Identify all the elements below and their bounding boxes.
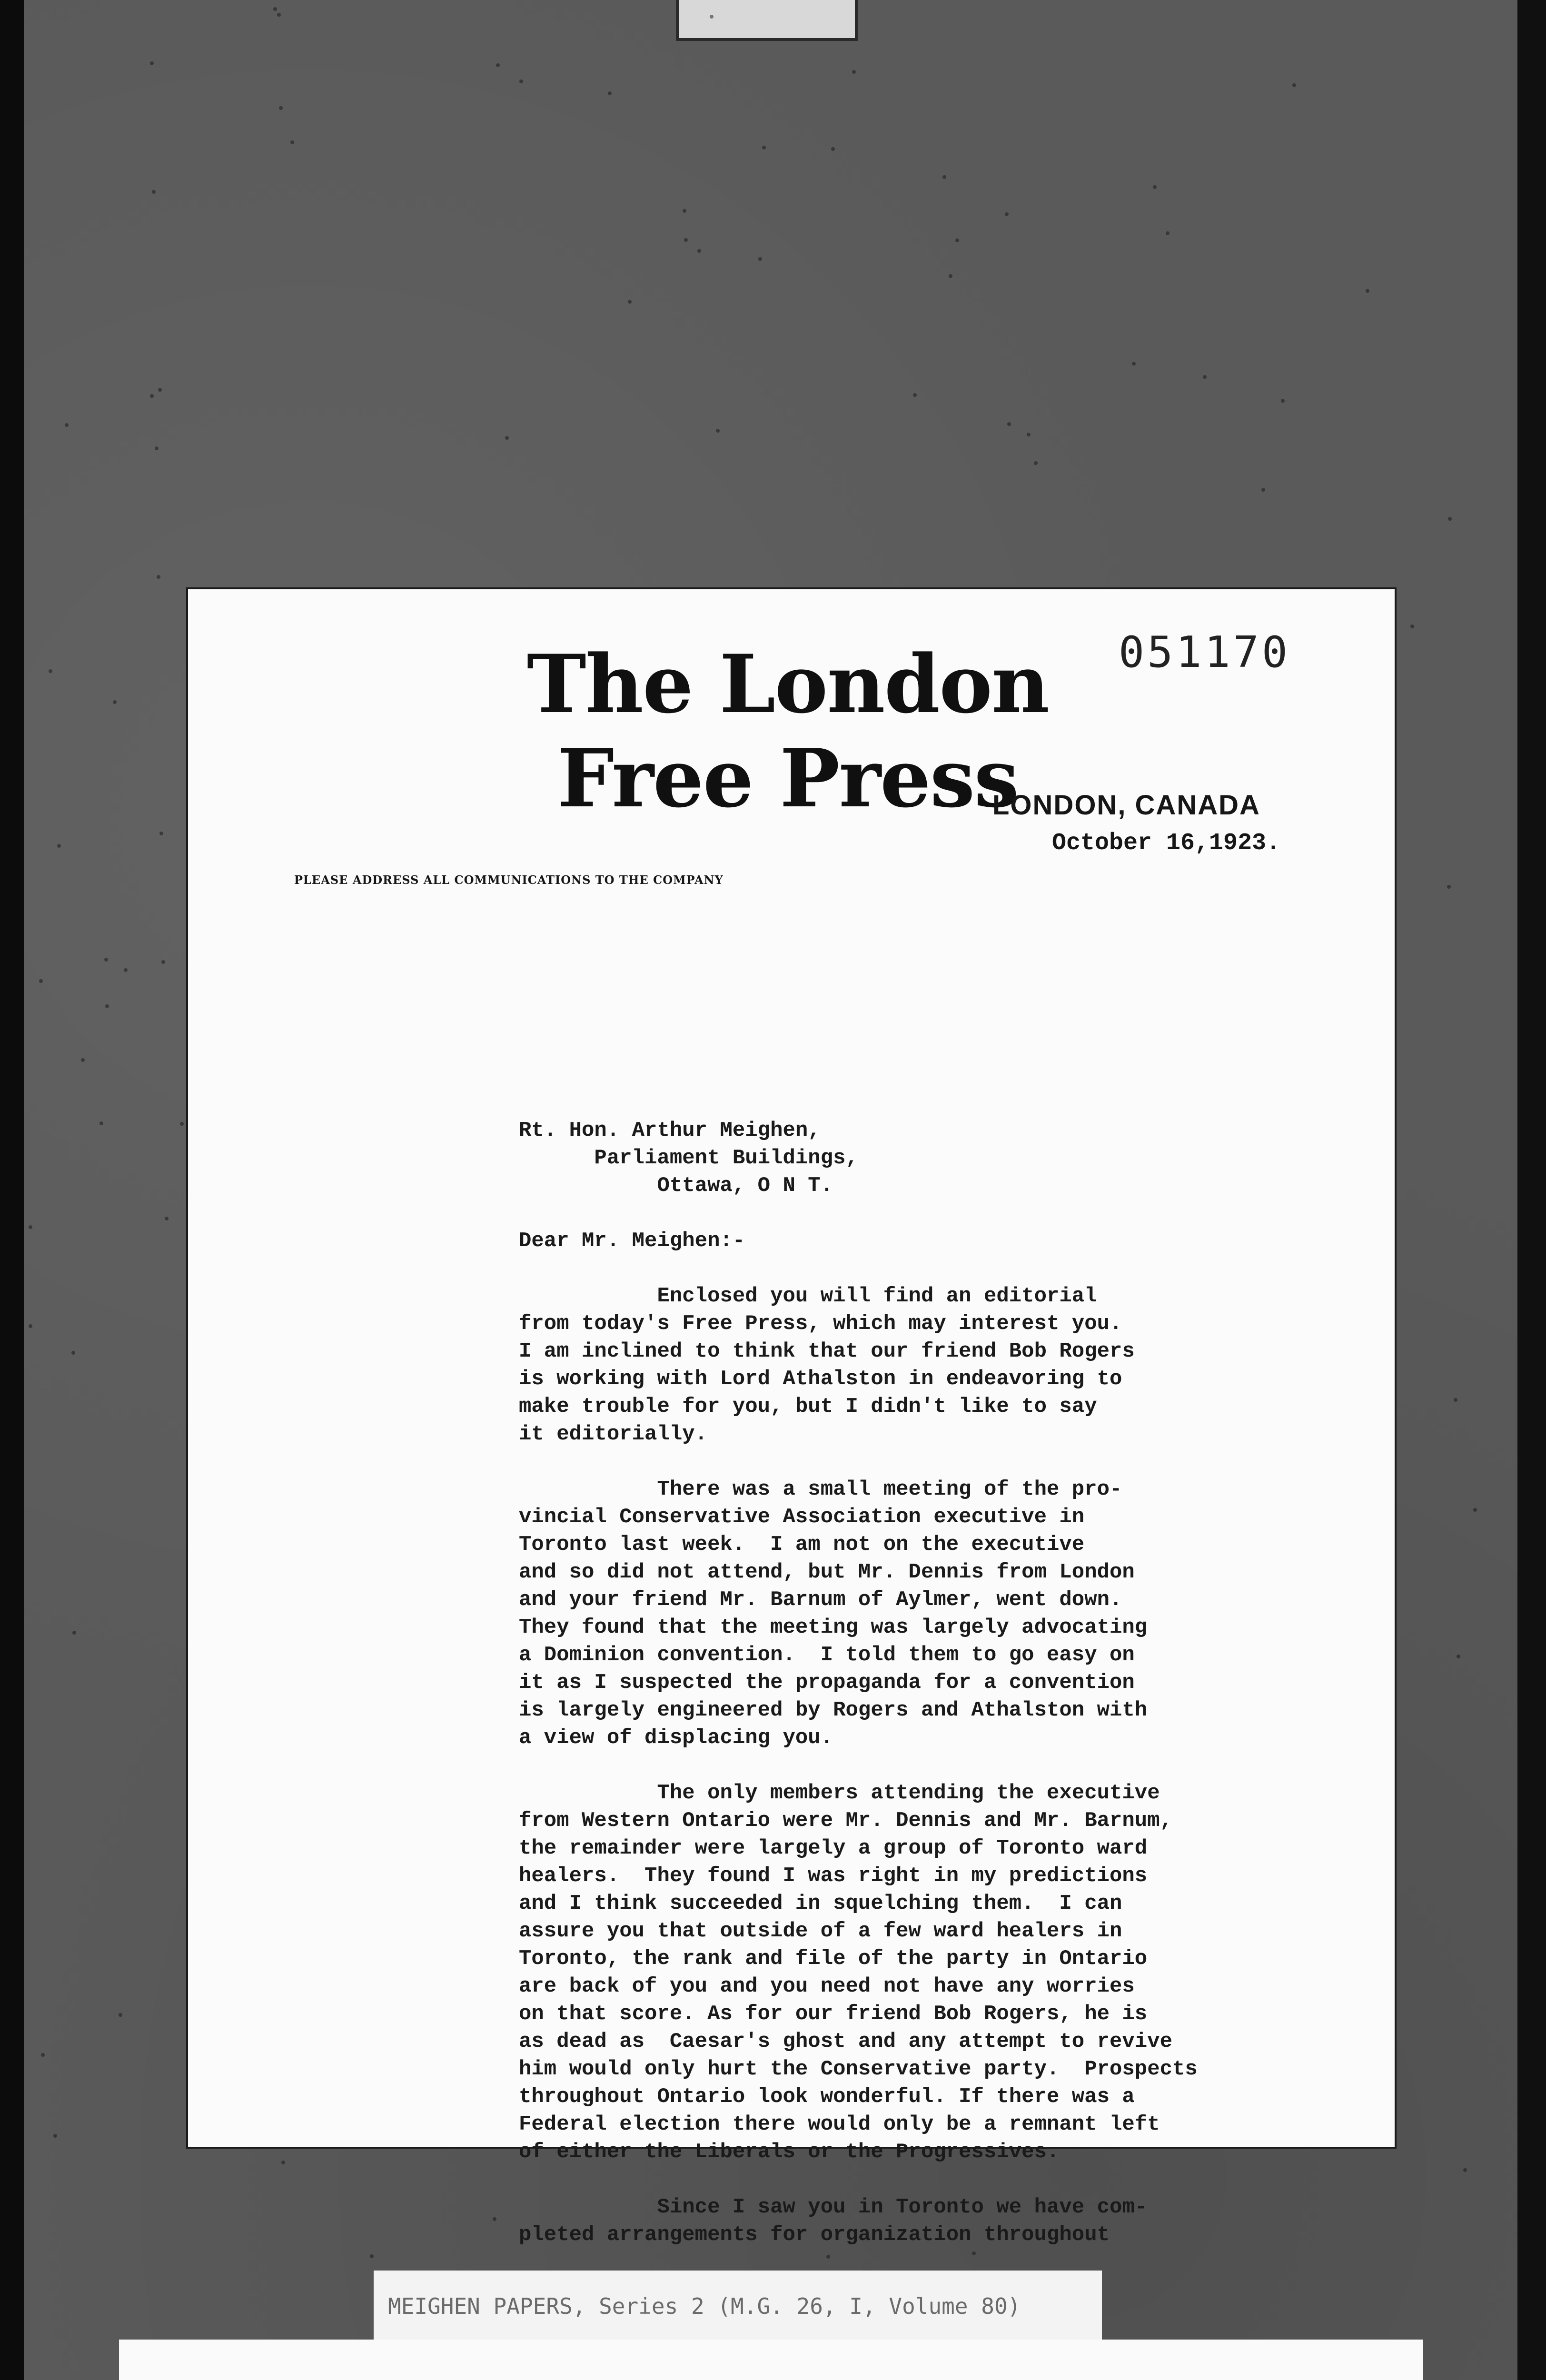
letter-line: and your friend Mr. Barnum of Aylmer, went down. [519, 1588, 1122, 1612]
film-grain-speck [1473, 1508, 1477, 1512]
film-grain-speck [104, 958, 108, 962]
letter-line: and I think succeeded in squelching them. I can [519, 1892, 1122, 1915]
letterhead-city: LONDON, CANADA [992, 790, 1260, 821]
film-grain-speck [826, 2255, 830, 2259]
letter-line: Rt. Hon. Arthur Meighen, [519, 1119, 821, 1142]
letter-line: is largely engineered by Rogers and Athalston with [519, 1698, 1148, 1722]
letter-line: of either the Liberals or the Progressives. [519, 2140, 1060, 2164]
letter-line: pleted arrangements for organization throughout [519, 2223, 1110, 2247]
letter-line: Since I saw you in Toronto we have com- [519, 2195, 1148, 2219]
film-grain-speck [710, 15, 714, 19]
film-grain-speck [152, 190, 156, 194]
address-note: PLEASE ADDRESS ALL COMMUNICATIONS TO THE COMPANY [294, 873, 723, 887]
film-grain-speck [1005, 212, 1009, 216]
letter-line: a view of displacing you. [519, 1726, 833, 1750]
film-grain-speck [29, 1225, 32, 1229]
letter-line: it editorially. [519, 1422, 708, 1446]
film-grain-speck [716, 429, 720, 433]
letter-line: are back of you and you need not have any worries [519, 1974, 1135, 1998]
film-grain-speck [1007, 422, 1011, 426]
film-grain-speck [1027, 433, 1031, 436]
letter-line: vincial Conservative Association executive in [519, 1505, 1085, 1529]
letter-line: healers. They found I was right in my predictions [519, 1864, 1148, 1888]
newspaper-masthead: The London Free Press [526, 637, 1049, 825]
letter-date: October 16,1923. [1052, 830, 1281, 857]
letter-line: assure you that outside of a few ward healers in [519, 1919, 1122, 1943]
letter-line: Federal election there would only be a remnant left [519, 2112, 1160, 2136]
letter-line: There was a small meeting of the pro- [519, 1478, 1122, 1501]
film-grain-speck [165, 1217, 168, 1220]
film-grain-speck [49, 669, 52, 673]
film-grain-speck [972, 2251, 976, 2255]
film-grain-speck [493, 2217, 496, 2221]
letter-line: him would only hurt the Conservative party. Prospects [519, 2057, 1198, 2081]
letter-line: I am inclined to think that our friend Bob Rogers [519, 1339, 1135, 1363]
letter-line: The only members attending the executive [519, 1781, 1160, 1805]
letter-line: Ottawa, O N T. [519, 1174, 833, 1198]
archive-label-card [119, 2340, 1423, 2380]
film-grain-speck [1447, 885, 1451, 889]
letter-line [519, 1200, 1352, 1227]
letter-line [519, 1752, 1352, 1779]
letter-line: the remainder were largely a group of Toronto ward [519, 1836, 1148, 1860]
letter-line: make trouble for you, but I didn't like to say [519, 1395, 1097, 1418]
letter-line: Toronto, the rank and file of the party in Ontario [519, 1947, 1148, 1971]
film-grain-speck [1203, 375, 1207, 379]
letter-line: Toronto last week. I am not on the executive [519, 1533, 1085, 1557]
film-grain-speck [65, 423, 69, 427]
letter-line: from Western Ontario were Mr. Dennis and Mr. Barnum, [519, 1809, 1173, 1833]
letter-line: as dead as Caesar's ghost and any attempt to revive [519, 2030, 1173, 2053]
film-grain-speck [158, 388, 162, 392]
right-film-edge [1517, 0, 1546, 2380]
film-grain-speck [273, 7, 277, 11]
letter-line [519, 1448, 1352, 1476]
letter-line [519, 2166, 1352, 2193]
film-grain-speck [57, 844, 61, 848]
film-grain-speck [1454, 1398, 1457, 1402]
letter-line: a Dominion convention. I told them to go easy on [519, 1643, 1135, 1667]
letter-line: throughout Ontario look wonderful. If there was a [519, 2085, 1135, 2109]
film-grain-speck [1463, 2168, 1467, 2172]
film-grain-speck [370, 2254, 374, 2258]
film-grain-speck [124, 968, 128, 972]
film-grain-speck [281, 2161, 285, 2164]
film-grain-speck [1366, 289, 1369, 293]
letter-line: Dear Mr. Meighen:- [519, 1229, 745, 1253]
film-grain-speck [161, 960, 165, 964]
film-grain-speck [39, 979, 43, 983]
letter-line: and so did not attend, but Mr. Dennis from London [519, 1560, 1135, 1584]
letter-line: on that score. As for our friend Bob Rogers, he is [519, 2002, 1148, 2026]
film-grain-speck [949, 274, 952, 278]
letter-body [519, 1117, 1352, 2249]
letter-line [519, 1255, 1352, 1282]
file-number-stamp: 051170 [1119, 627, 1291, 677]
film-grain-speck [99, 1121, 103, 1125]
film-grain-speck [277, 13, 281, 17]
letter-sheet [188, 589, 1395, 2247]
top-clip [676, 0, 858, 41]
letter-line: They found that the meeting was largely advocating [519, 1616, 1148, 1639]
film-grain-speck [290, 140, 294, 144]
film-grain-speck [1448, 517, 1452, 521]
letter-line: from today's Free Press, which may interest you. [519, 1312, 1122, 1336]
letter-line: Enclosed you will find an editorial [519, 1284, 1097, 1308]
left-film-edge [0, 0, 24, 2380]
film-grain-speck [758, 257, 762, 261]
letter-line: is working with Lord Athalston in endeavoring to [519, 1367, 1122, 1391]
film-grain-speck [519, 79, 523, 83]
archive-series-tag: MEIGHEN PAPERS, Series 2 (M.G. 26, I, Volume 80) [374, 2271, 1102, 2342]
film-grain-speck [608, 91, 612, 95]
film-grain-speck [683, 209, 686, 213]
letter-line: Parliament Buildings, [519, 1146, 858, 1170]
film-grain-speck [157, 575, 160, 579]
letter-line: it as I suspected the propaganda for a convention [519, 1671, 1135, 1695]
